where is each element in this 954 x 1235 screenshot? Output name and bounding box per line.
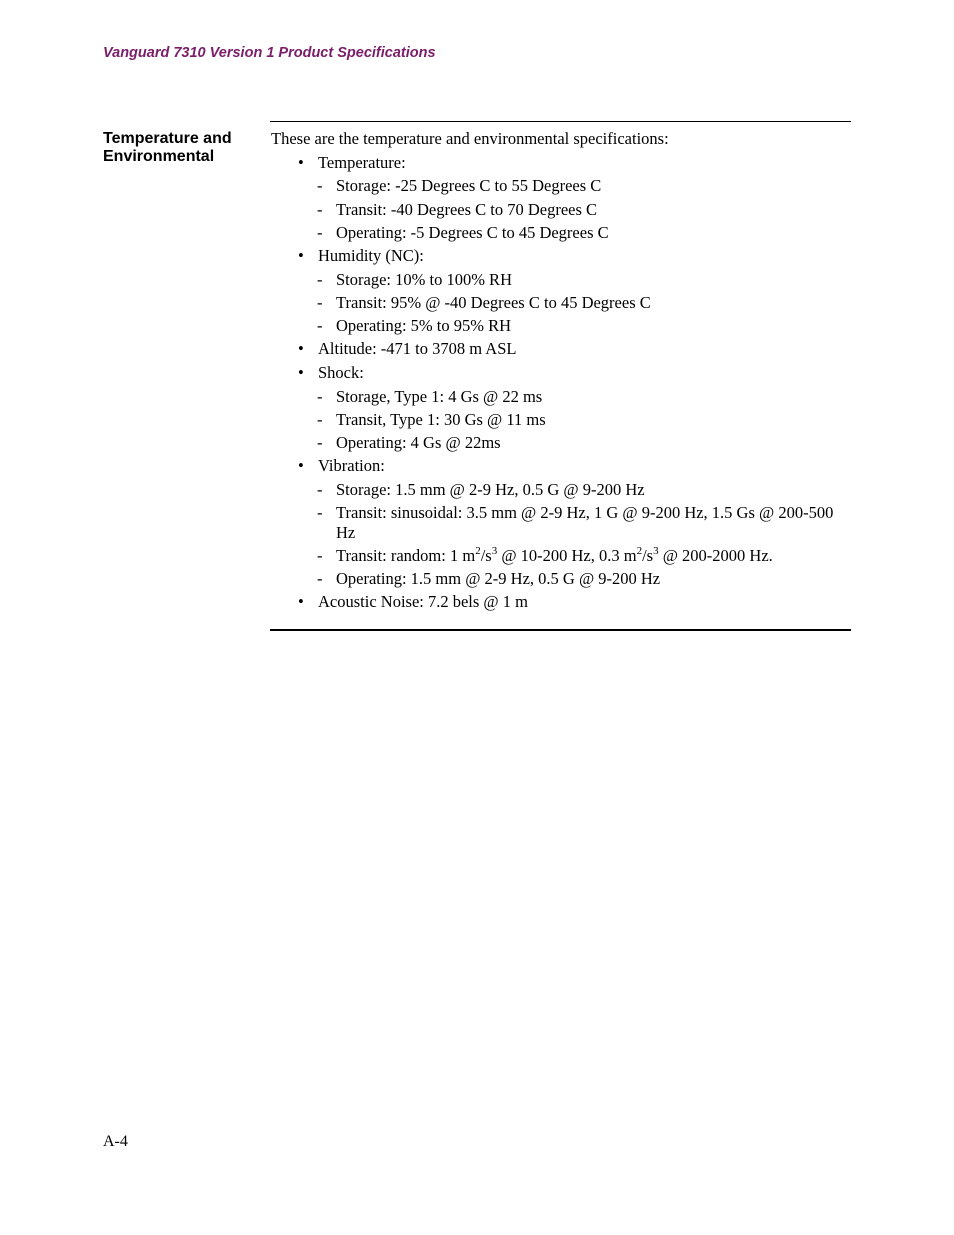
dash-glyph: -: [317, 316, 323, 336]
temperature-transit-item: [271, 200, 851, 220]
transit-random-part: /s: [642, 546, 654, 566]
humidity-transit: Transit: 95% @ -40 Degrees C to 45 Degrees C: [336, 292, 651, 312]
shock-storage-item: [271, 387, 851, 407]
dash-glyph: -: [317, 386, 323, 406]
dash-glyph: -: [317, 269, 323, 289]
dash-glyph: -: [317, 176, 323, 196]
vibration-transit-random: [336, 546, 773, 565]
shock-transit: Transit, Type 1: 30 Gs @ 11 ms: [336, 409, 546, 429]
superscript: 2: [475, 544, 481, 557]
temperature-bullet: [271, 153, 851, 173]
acoustic-noise-text: Acoustic Noise: 7.2 bels @ 1 m: [318, 592, 528, 612]
bottom-rule: [270, 629, 851, 631]
bullet-glyph: •: [298, 362, 304, 382]
superscript: 3: [491, 544, 498, 557]
dash-glyph: -: [317, 503, 323, 523]
humidity-operating: Operating: 5% to 95% RH: [336, 316, 512, 336]
vibration-operating: Operating: 1.5 mm @ 2-9 Hz, 0.5 G @ 9-200 Hz: [336, 569, 661, 589]
vibration-operating-item: [271, 569, 851, 589]
shock-transit-item: [271, 410, 851, 430]
spec-body: [271, 129, 851, 612]
running-header: Vanguard 7310 Version 1 Product Specifications: [103, 45, 436, 61]
dash-glyph: -: [317, 479, 323, 499]
vibration-storage-item: [271, 480, 851, 500]
superscript: 2: [636, 544, 643, 557]
temperature-transit: Transit: -40 Degrees C to 70 Degrees C: [336, 199, 598, 219]
transit-random-part: @ 200-2000 Hz.: [658, 546, 773, 566]
dash-glyph: -: [317, 546, 323, 566]
vibration-bullet: [271, 456, 851, 476]
transit-random-part: /s: [480, 546, 492, 566]
shock-storage: Storage, Type 1: 4 Gs @ 22 ms: [336, 386, 543, 406]
dash-glyph: -: [317, 199, 323, 219]
dash-glyph: -: [317, 409, 323, 429]
transit-random-part: @ 10-200 Hz, 0.3 m: [497, 546, 637, 566]
vibration-storage: Storage: 1.5 mm @ 2-9 Hz, 0.5 G @ 9-200 Hz: [336, 479, 645, 499]
humidity-storage-item: [271, 270, 851, 290]
bullet-glyph: •: [298, 456, 304, 476]
transit-random-part: Transit: random: 1 m: [336, 546, 476, 566]
shock-operating: Operating: 4 Gs @ 22ms: [336, 433, 501, 453]
shock-operating-item: [271, 433, 851, 453]
temperature-storage: Storage: -25 Degrees C to 55 Degrees C: [336, 176, 602, 196]
dash-glyph: -: [317, 569, 323, 589]
top-rule: [270, 121, 851, 122]
humidity-label: Humidity (NC):: [318, 245, 424, 265]
bullet-glyph: •: [298, 339, 304, 359]
dash-glyph: -: [317, 222, 323, 242]
temperature-operating-item: [271, 223, 851, 243]
humidity-operating-item: [271, 316, 851, 336]
vibration-transit-sinusoidal: Transit: sinusoidal: 3.5 mm @ 2-9 Hz, 1 G @ 9-200 Hz, 1.5 Gs @ 200-500 Hz: [336, 503, 834, 542]
superscript: 3: [653, 544, 659, 557]
shock-label: Shock:: [318, 362, 364, 382]
vibration-transit-random-item: [271, 546, 851, 566]
intro-text: These are the temperature and environmental specifications:: [271, 129, 669, 148]
acoustic-noise-bullet: [271, 592, 851, 612]
section-title: Temperature and Environmental: [103, 130, 232, 165]
altitude-bullet: [271, 339, 851, 359]
dash-glyph: -: [317, 292, 323, 312]
bullet-glyph: •: [298, 592, 304, 612]
humidity-transit-item: [271, 293, 851, 313]
altitude-text: Altitude: -471 to 3708 m ASL: [318, 339, 517, 359]
temperature-label: Temperature:: [318, 152, 406, 172]
temperature-operating: Operating: -5 Degrees C to 45 Degrees C: [336, 222, 609, 242]
vibration-transit-sinusoidal-item: [271, 503, 851, 542]
bullet-glyph: •: [298, 245, 304, 265]
humidity-storage: Storage: 10% to 100% RH: [336, 269, 512, 289]
temperature-storage-item: [271, 176, 851, 196]
bullet-glyph: •: [298, 152, 304, 172]
humidity-bullet: [271, 246, 851, 266]
vibration-label: Vibration:: [318, 456, 385, 476]
page-number: A-4: [103, 1133, 128, 1150]
shock-bullet: [271, 363, 851, 383]
dash-glyph: -: [317, 433, 323, 453]
